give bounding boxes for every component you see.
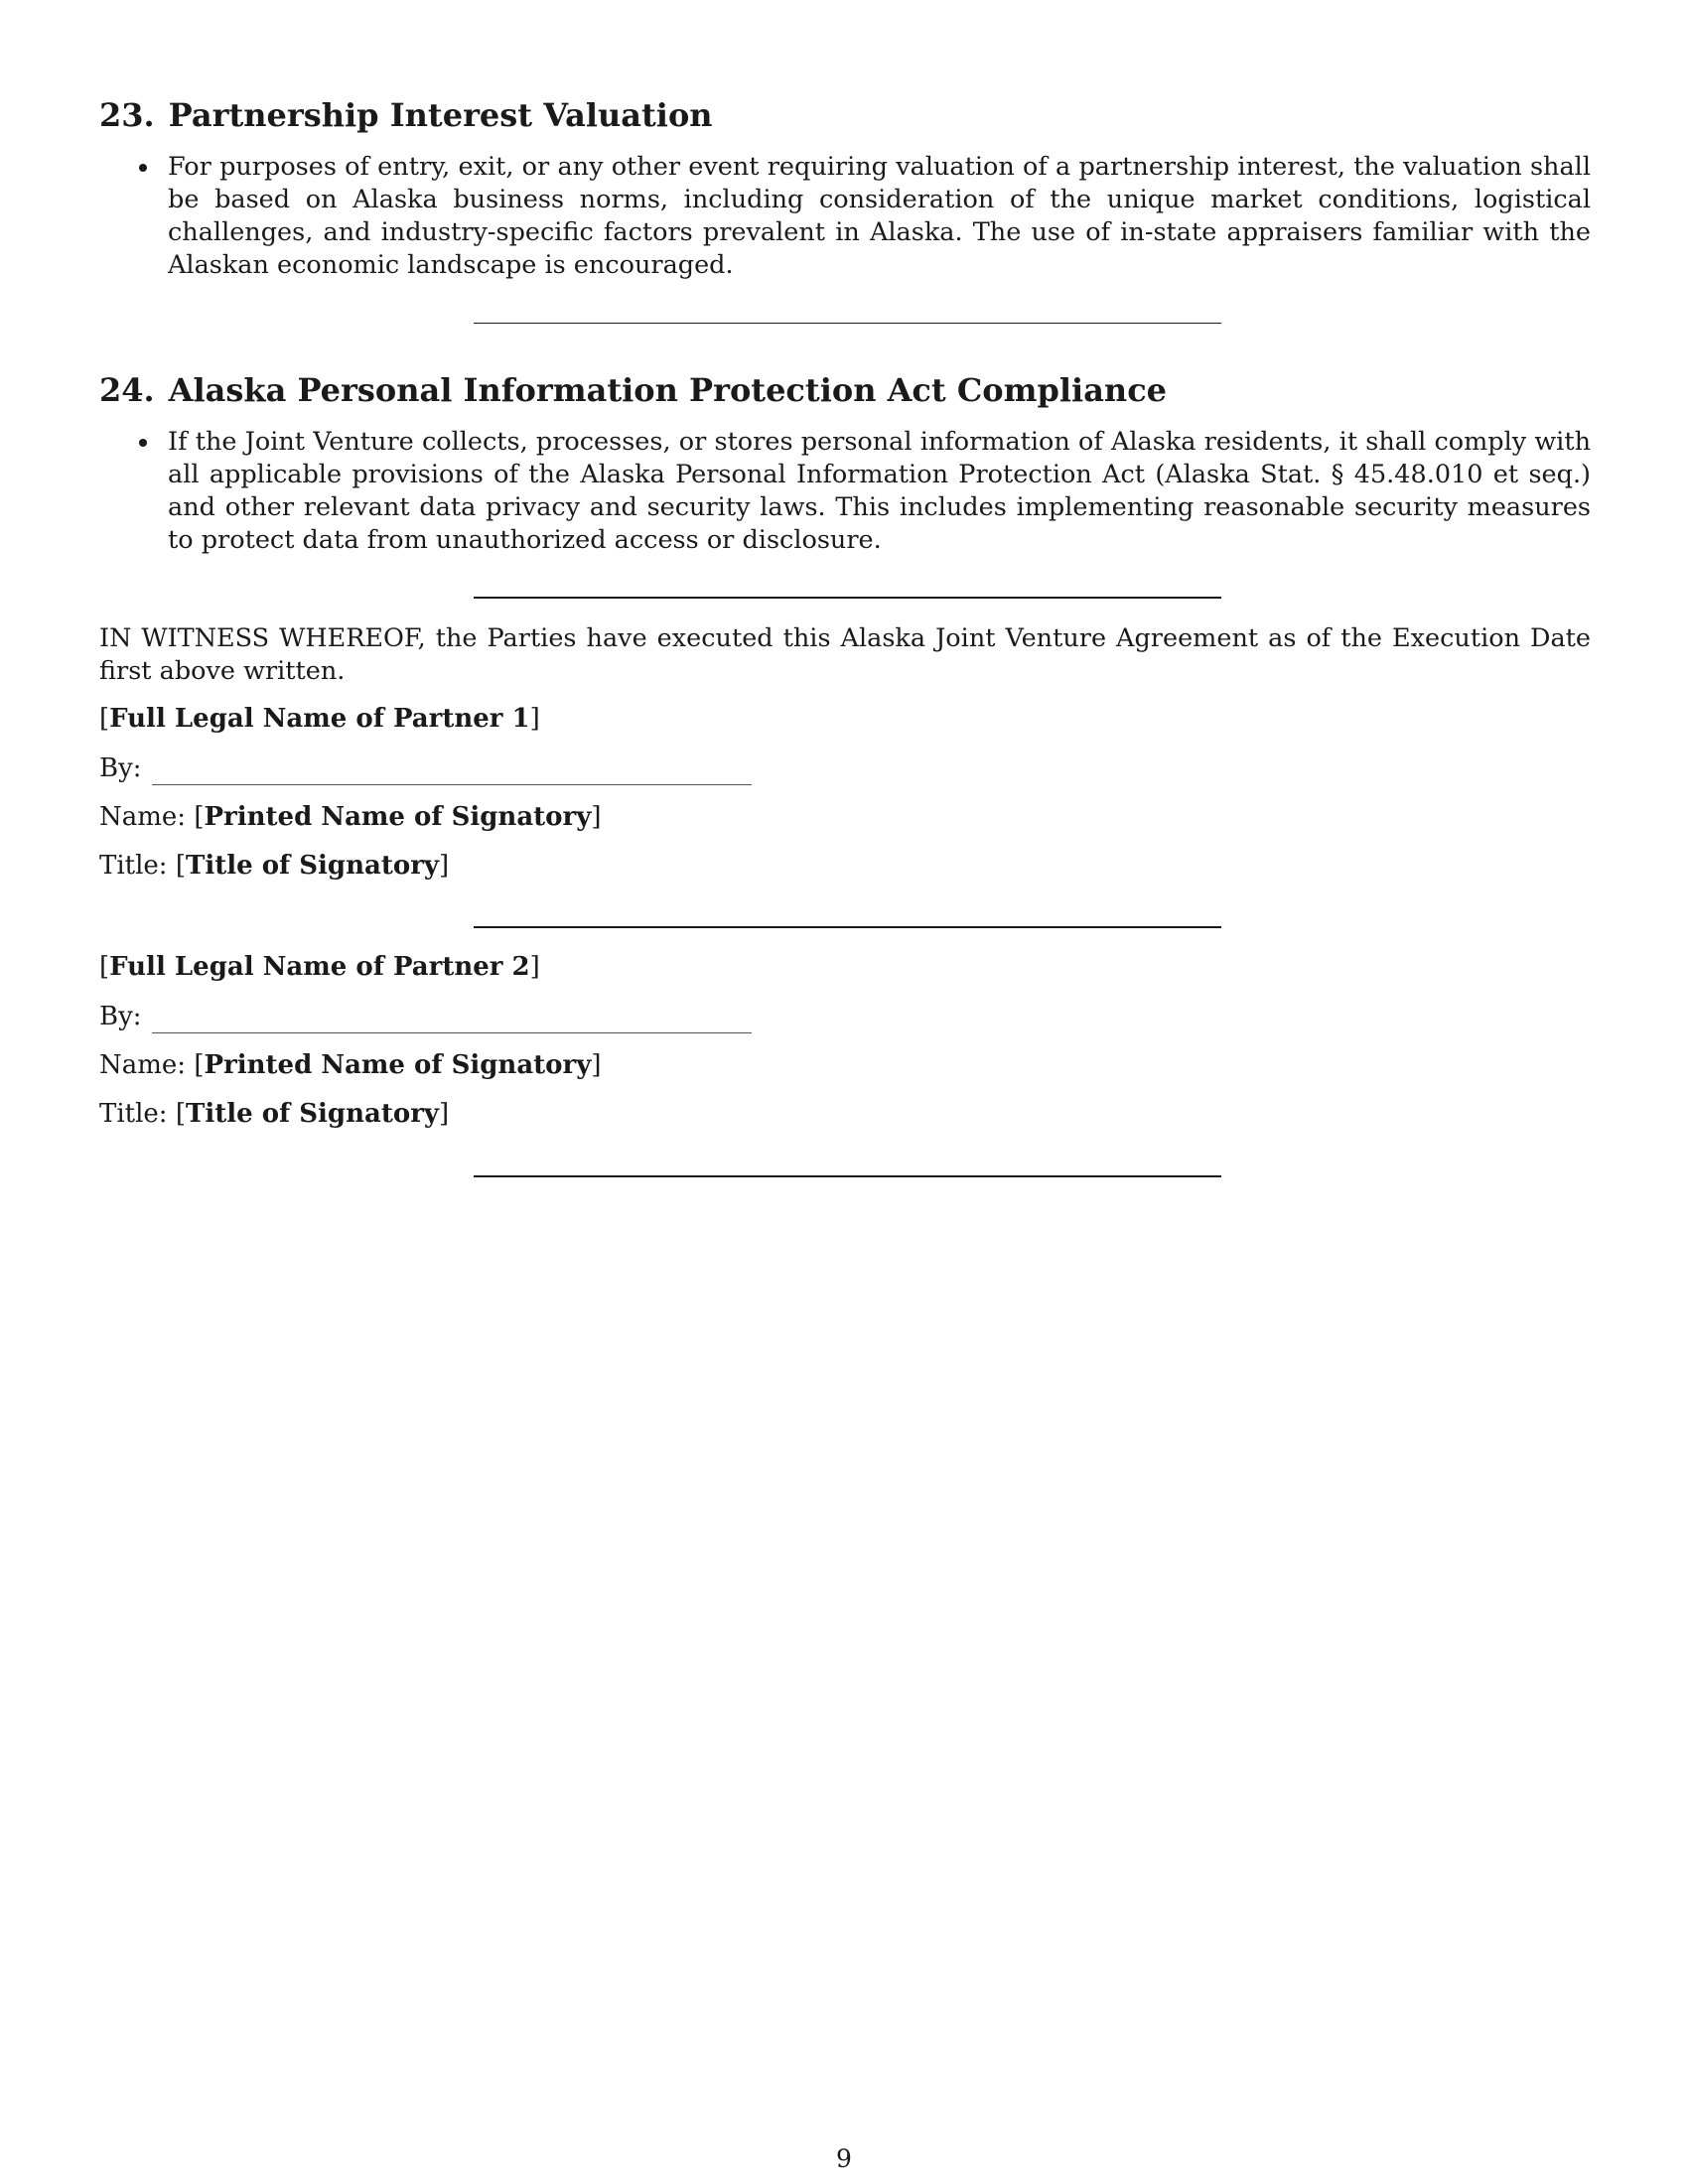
section-23-bullet	[99, 151, 1591, 282]
name-label: Name:	[99, 802, 187, 832]
name-line: Name: [Printed Name of Signatory]	[99, 1050, 602, 1080]
section-divider	[474, 597, 1221, 599]
by-label: By:	[99, 1002, 142, 1031]
name-line: Name: [Printed Name of Signatory]	[99, 802, 602, 832]
party-name: Full Legal Name of Partner 2	[109, 952, 530, 982]
section-24-bullet	[99, 426, 1591, 557]
bullet-dot-icon	[139, 164, 147, 172]
title-value: Title of Signatory	[186, 1099, 440, 1129]
party-name: Full Legal Name of Partner 1	[109, 704, 530, 734]
section-title: Alaska Personal Information Protection Act Compliance	[168, 371, 1168, 409]
section-title: Partnership Interest Valuation	[168, 96, 713, 134]
title-line: Title: [Title of Signatory]	[99, 851, 450, 881]
witness-clause: IN WITNESS WHEREOF, the Parties have executed this Alaska Joint Venture Agreement as of the Execution Date first above written.	[99, 623, 1591, 686]
bullet-dot-icon	[139, 439, 147, 447]
section-heading-23	[99, 95, 713, 135]
section-number: 23.	[99, 96, 155, 134]
by-label: By:	[99, 753, 142, 783]
party-name-line: [Full Legal Name of Partner 1]	[99, 704, 540, 734]
signature-field[interactable]	[152, 758, 752, 785]
document-page	[99, 0, 1591, 2184]
name-value: Printed Name of Signatory	[204, 802, 592, 832]
title-line: Title: [Title of Signatory]	[99, 1099, 450, 1129]
by-line	[99, 751, 752, 785]
signature-field[interactable]	[152, 1007, 752, 1033]
section-heading-24	[99, 370, 1167, 410]
section-divider	[474, 323, 1221, 324]
by-line	[99, 1000, 752, 1033]
title-label: Title:	[99, 851, 168, 881]
title-label: Title:	[99, 1099, 168, 1129]
page-number: 9	[836, 2144, 852, 2173]
name-label: Name:	[99, 1050, 187, 1080]
section-number: 24.	[99, 371, 155, 409]
section-23-text: For purposes of entry, exit, or any other event requiring valuation of a partnership interest, the valuation shall be based on Alaska business norms, including consideration of the unique market conditions, logistical challenges, and industry-specific factors prevalent in Alaska. The use of in-state appraisers familiar with the Alaskan economic landscape is encouraged.	[168, 152, 1591, 280]
section-24-text: If the Joint Venture collects, processes, or stores personal information of Alaska residents, it shall comply with all applicable provisions of the Alaska Personal Information Protection Act (Alaska Stat. § 45.48.010 et seq.) and other relevant data privacy and security laws. This includes implementing reasonable security measures to protect data from unauthorized access or disclosure.	[168, 427, 1591, 555]
title-value: Title of Signatory	[186, 851, 440, 881]
signature-divider	[474, 1175, 1221, 1177]
name-value: Printed Name of Signatory	[204, 1050, 592, 1080]
signature-divider	[474, 926, 1221, 928]
party-name-line: [Full Legal Name of Partner 2]	[99, 952, 540, 982]
